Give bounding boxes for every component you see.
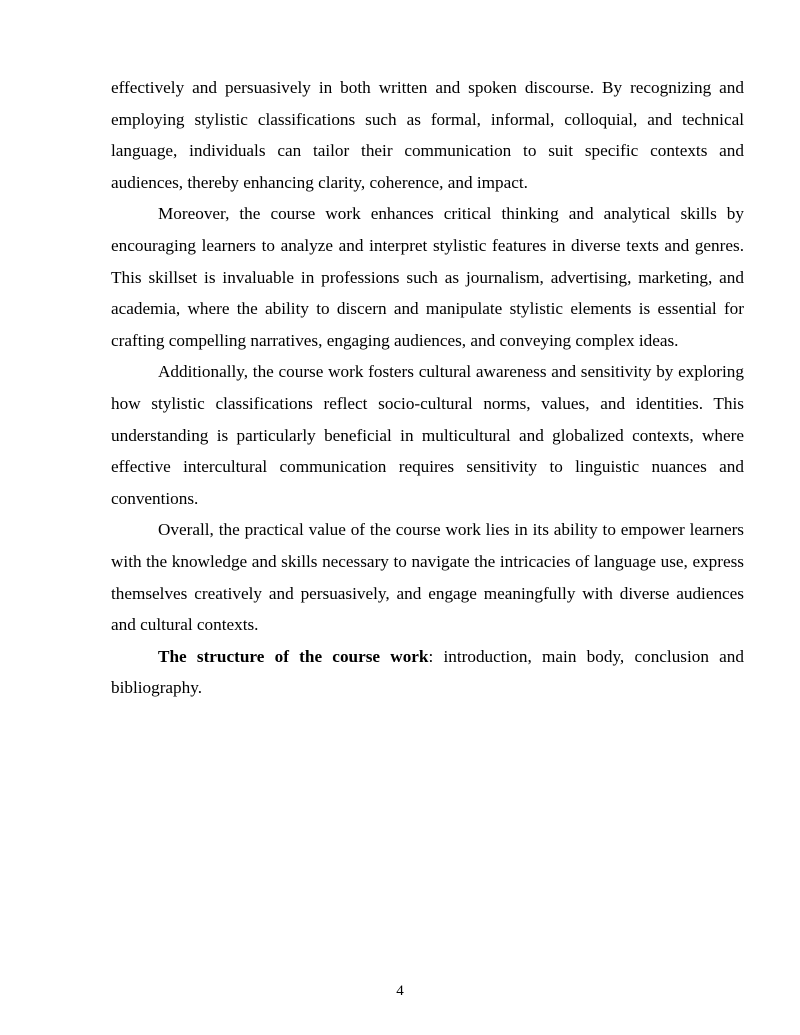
- paragraph-overall-value: Overall, the practical value of the course work lies in its ability to empower learners with the knowledge and skills necessary to navigate the intricacies of language use, express themselves creatively and persuasively, and engage meaningfully with diverse audiences and cultural contexts.: [111, 520, 744, 635]
- paragraph-critical-thinking: Moreover, the course work enhances critical thinking and analytical skills by encouraging learners to analyze and interpret stylistic features in diverse texts and genres. This skillset is invaluable in professions such as journalism, advertising, marketing, and academia, where the ability to discern and manipulate stylistic elements is essential for crafting compelling narratives, engaging audiences, and conveying complex ideas.: [111, 204, 744, 350]
- paragraph-continuation: effectively and persuasively in both written and spoken discourse. By recognizing and employing stylistic classifications such as formal, informal, colloquial, and technical language, individuals can tailor their communication to suit specific contexts and audiences, thereby enhancing clarity, coherence, and impact.: [111, 78, 744, 192]
- structure-text: : introduction, main body, conclusion and bibliography.: [111, 646, 744, 698]
- document-page: [111, 72, 744, 704]
- page-number: 4: [396, 983, 404, 999]
- paragraph-structure: [111, 641, 744, 704]
- structure-heading: The structure of the course work: [158, 646, 429, 666]
- paragraph-cultural-awareness: Additionally, the course work fosters cultural awareness and sensitivity by exploring how stylistic classifications reflect socio-cultural norms, values, and identities. This understanding is particularly beneficial in multicultural and globalized contexts, where effective intercultural communication requires sensitivity to linguistic nuances and conventions.: [111, 362, 744, 508]
